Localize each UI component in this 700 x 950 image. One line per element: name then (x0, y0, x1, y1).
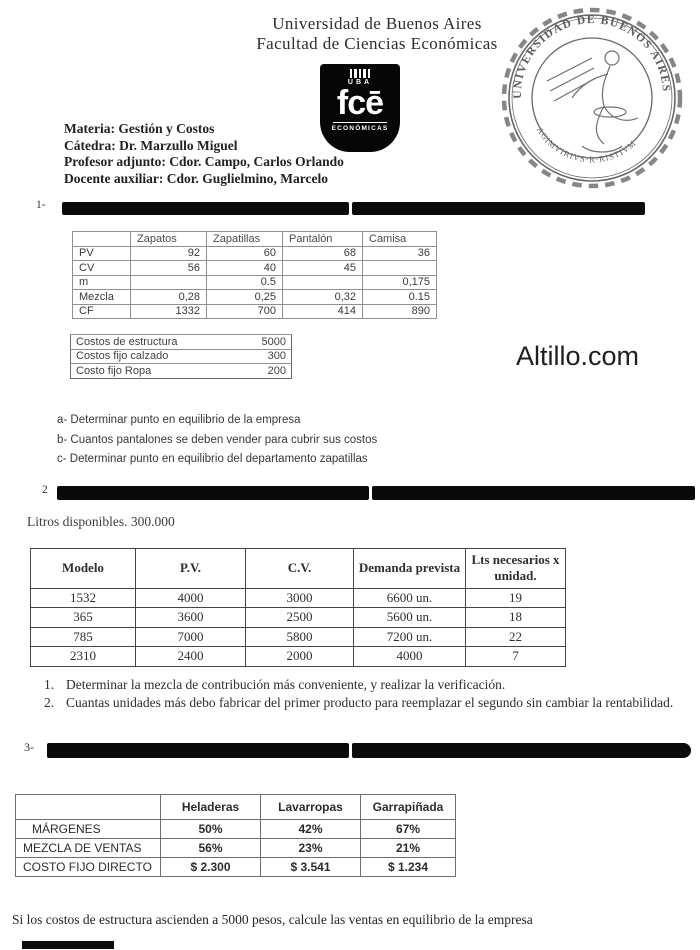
table-cell: 68 (283, 246, 363, 261)
table-cell: 2400 (136, 647, 246, 667)
table-header-cell: Pantalón (283, 232, 363, 247)
row-label: CV (73, 261, 131, 276)
svg-text:UNIVERSIDAD DE BUENOS AIRES (512, 14, 672, 99)
table-cell (363, 261, 437, 276)
table-cell: 56% (161, 839, 261, 858)
redaction-bar (352, 202, 645, 215)
row-label: CF (73, 304, 131, 319)
table-cell: $ 3.541 (261, 858, 361, 877)
university-header (227, 14, 527, 54)
task-number: 2. (44, 694, 55, 710)
table-cell: 785 (31, 627, 136, 647)
table-cell: 60 (207, 246, 283, 261)
section3-number: 3- (24, 740, 34, 754)
table-cell: 890 (363, 304, 437, 319)
altillo-watermark: Altillo.com (516, 341, 640, 371)
table-cell: 365 (31, 608, 136, 628)
row-label: MEZCLA DE VENTAS (16, 839, 161, 858)
cost-label: Costos de estructura (71, 335, 237, 350)
table-cell: 0.5 (207, 275, 283, 290)
table-header-cell: Zapatos (131, 232, 207, 247)
table-header-cell: Zapatillas (207, 232, 283, 247)
table-row (73, 261, 437, 276)
table-cell: 0,25 (207, 290, 283, 305)
numbered-task (44, 676, 692, 694)
university-name: Universidad de Buenos Aires (272, 14, 482, 33)
task-number: 1. (44, 677, 55, 692)
table-row (31, 627, 566, 647)
exercise1-tasks (57, 411, 377, 470)
table-header-cell: Modelo (31, 549, 136, 589)
faculty-name: Facultad de Ciencias Económicas (256, 34, 498, 53)
table-cell: 92 (131, 246, 207, 261)
table-cell: 23% (261, 839, 361, 858)
table-cell: 2500 (246, 608, 354, 628)
table-cell: 67% (361, 820, 456, 839)
course-profesor-adjunto: Profesor adjunto: Cdor. Campo, Carlos Orlando (64, 154, 344, 169)
seal-bottom-text: AGIMVIRIVS·R·RISTIVM (534, 125, 639, 165)
table-cell: 45 (283, 261, 363, 276)
exercise2-tasks (44, 676, 692, 711)
section1-number: 1- (36, 199, 46, 211)
row-label: PV (73, 246, 131, 261)
table-cell: 0,175 (363, 275, 437, 290)
course-materia: Materia: Gestión y Costos (64, 121, 215, 136)
table-header-cell: Camisa (363, 232, 437, 247)
table-header-cell: Demanda prevista (354, 549, 466, 589)
table-header-cell (73, 232, 131, 247)
table-cell: 700 (207, 304, 283, 319)
table-cell: 1332 (131, 304, 207, 319)
table-row (31, 647, 566, 667)
table-row (16, 839, 456, 858)
table-cell: 2000 (246, 647, 354, 667)
table-cell: 50% (161, 820, 261, 839)
redaction-bar (47, 743, 349, 758)
task-text: Cuantas unidades más debo fabricar del primer producto para reemplazar el segundo sin cambiar la rentabilidad. (66, 694, 674, 710)
table-row (71, 349, 292, 364)
table-row (16, 820, 456, 839)
table-cell: 22 (466, 627, 566, 647)
table-row (73, 290, 437, 305)
row-label: m (73, 275, 131, 290)
task-item: c- Determinar punto en equilibrio del departamento zapatillas (57, 453, 368, 465)
seal-top-text: UNIVERSIDAD DE BUENOS AIRES (511, 14, 673, 99)
table-row (73, 246, 437, 261)
table-cell: 56 (131, 261, 207, 276)
table-cell: 19 (466, 588, 566, 608)
table-row (73, 275, 437, 290)
redaction-bar (57, 486, 369, 500)
course-info (64, 121, 344, 187)
table-cell: 1532 (31, 588, 136, 608)
table-cell: 5600 un. (354, 608, 466, 628)
table-header-cell: Lts necesarios x unidad. (466, 549, 566, 589)
table-header-cell: Heladeras (161, 795, 261, 820)
cost-value: 5000 (236, 335, 292, 350)
row-label: MÁRGENES (16, 820, 161, 839)
task-item: b- Cuantos pantalones se deben vender para cubrir sus costos (57, 433, 378, 446)
cost-label: Costos fijo calzado (71, 349, 237, 364)
fixed-costs-table (70, 334, 292, 379)
exercise3-margins-table (15, 794, 456, 877)
exercise3-question: Si los costos de estructura ascienden a 5000 pesos, calcule las ventas en equilibrio de la empresa (12, 912, 533, 927)
table-cell: 4000 (354, 647, 466, 667)
fce-logo-uba-text: UBA (347, 79, 373, 86)
table-cell: $ 2.300 (161, 858, 261, 877)
fce-logo-bottom-text: ECONÓMICAS (331, 125, 389, 133)
exercise1-products-table (72, 231, 437, 319)
svg-text:AGIMVIRIVS·R·RISTIVM (535, 125, 638, 164)
table-cell: 7 (466, 647, 566, 667)
task-text: Determinar la mezcla de contribución más conveniente, y realizar la verificación. (66, 677, 506, 692)
table-row (73, 304, 437, 319)
table-cell: 3000 (246, 588, 354, 608)
numbered-task (44, 694, 692, 712)
table-cell: 18 (466, 608, 566, 628)
table-cell: 0,32 (283, 290, 363, 305)
redaction-bar (372, 486, 695, 500)
table-row (31, 608, 566, 628)
cost-value: 300 (236, 349, 292, 364)
table-cell: 4000 (136, 588, 246, 608)
section2-number: 2 (42, 484, 48, 496)
table-header-cell: Garrapiñada (361, 795, 456, 820)
row-label: COSTO FIJO DIRECTO (16, 858, 161, 877)
table-row (71, 364, 292, 379)
table-cell: 414 (283, 304, 363, 319)
table-header-row (31, 549, 566, 589)
table-header-row (16, 795, 456, 820)
course-docente-auxiliar: Docente auxiliar: Cdor. Guglielmino, Marcelo (64, 170, 328, 186)
cost-label: Costo fijo Ropa (71, 364, 237, 379)
table-cell: $ 1.234 (361, 858, 456, 877)
table-header-cell: C.V. (246, 549, 354, 589)
table-row (71, 335, 292, 350)
course-catedra: Cátedra: Dr. Marzullo Miguel (64, 137, 238, 153)
table-cell: 6600 un. (354, 588, 466, 608)
litros-line: Litros disponibles. 300.000 (27, 514, 175, 529)
row-label: Mezcla (73, 290, 131, 305)
seal-figure-art (547, 51, 638, 152)
cost-value: 200 (236, 364, 292, 379)
table-cell: 7200 un. (354, 627, 466, 647)
table-cell: 42% (261, 820, 361, 839)
table-row (16, 858, 456, 877)
university-seal-icon (492, 6, 692, 190)
table-cell: 36 (363, 246, 437, 261)
exercise2-models-table (30, 548, 566, 667)
table-row (31, 588, 566, 608)
table-cell: 0,28 (131, 290, 207, 305)
table-header-row (73, 232, 437, 247)
table-cell: 0.15 (363, 290, 437, 305)
table-header-cell: Lavarropas (261, 795, 361, 820)
table-cell: 2310 (31, 647, 136, 667)
table-cell: 5800 (246, 627, 354, 647)
table-cell: 21% (361, 839, 456, 858)
task-item: a- Determinar punto en equilibrio de la empresa (57, 414, 301, 426)
fce-logo-main-text: fcē (336, 84, 384, 122)
table-cell: 7000 (136, 627, 246, 647)
table-cell: 40 (207, 261, 283, 276)
table-cell (131, 275, 207, 290)
table-header-cell (16, 795, 161, 820)
table-cell: 3600 (136, 608, 246, 628)
redaction-bar (22, 941, 114, 949)
fce-logo-bars-icon (350, 69, 371, 78)
table-cell (283, 275, 363, 290)
redaction-bar (62, 202, 349, 215)
table-header-cell: P.V. (136, 549, 246, 589)
redaction-bar (352, 743, 691, 758)
